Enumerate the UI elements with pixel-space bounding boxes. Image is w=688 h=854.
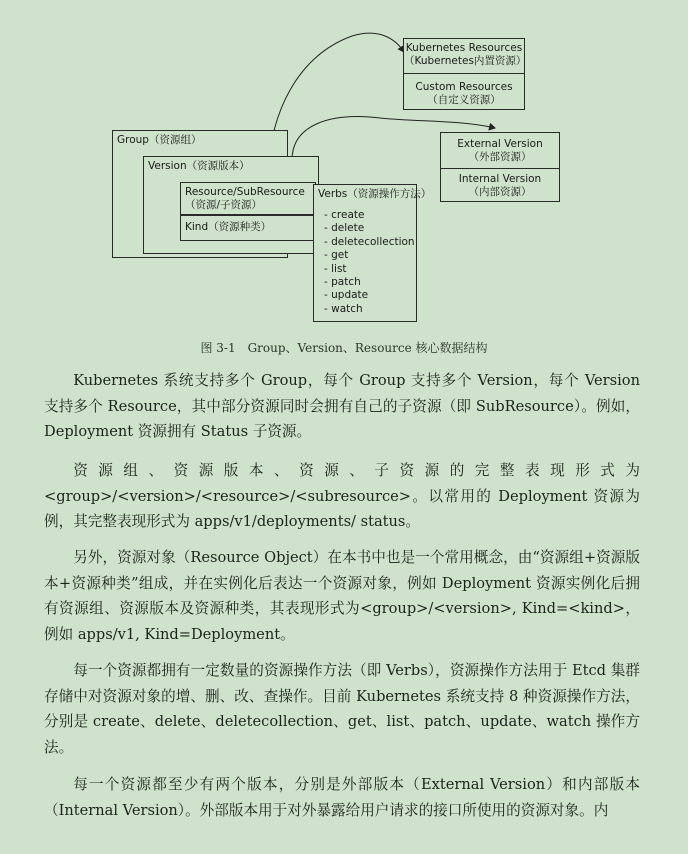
figure-diagram xyxy=(0,0,688,340)
verb-item: - watch xyxy=(324,302,363,315)
figure-caption: 图 3-1 Group、Version、Resource 核心数据结构 xyxy=(200,341,488,355)
verb-item: - deletecollection xyxy=(324,235,415,248)
verb-item: - create xyxy=(324,209,365,221)
paragraph-2: 资源组、资源版本、资源、子资源的完整表现形式为<group>/<version>/<resource>/<subresource>。以常用的 Deployment 资源为例，其完整表现形式为 apps/v1/deployments/ status。 xyxy=(44,462,640,530)
custom-resources-label: Custom Resources （自定义资源） xyxy=(415,81,513,106)
verbs-list xyxy=(324,209,415,316)
verb-item: - get xyxy=(324,249,349,262)
kind-label: Kind（资源种类） xyxy=(185,221,272,233)
internal-version-label: Internal Version （内部资源） xyxy=(458,173,542,198)
verbs-box xyxy=(313,184,432,322)
verb-item: - patch xyxy=(324,276,361,289)
kubernetes-resources-label: Kubernetes Resources （Kubernetes内置资源） xyxy=(404,42,527,67)
versions-box xyxy=(440,132,560,202)
verb-item: - delete xyxy=(324,222,365,235)
external-version-label: External Version （外部资源） xyxy=(457,138,543,163)
verbs-title: Verbs（资源操作方法） xyxy=(318,188,432,200)
group-label: Group（资源组） xyxy=(117,134,202,146)
resource-box xyxy=(180,182,316,215)
verb-item: - list xyxy=(324,262,347,275)
paragraph-4: 每一个资源都拥有一定数量的资源操作方法（即 Verbs），资源操作方法用于 Etcd 集群存储中对资源对象的增、删、改、查操作。目前 Kubernetes 系统支持 8 种资源操作方法，分别是 create、delete、deletecollection、get、list、patch、update、watch 操作方法。 xyxy=(44,662,640,756)
verb-item: - update xyxy=(324,289,369,302)
paragraph-1: Kubernetes 系统支持多个 Group，每个 Group 支持多个 Version，每个 Version 支持多个 Resource，其中部分资源同时会拥有自己的子资源（即 SubResource）。例如，Deployment 资源拥有 Status 子资源。 xyxy=(44,372,640,440)
paragraph-3: 另外，资源对象（Resource Object）在本书中也是一个常用概念，由“资源组+资源版本+资源种类”组成，并在实例化后表达一个资源对象，例如 Deployment 资源实例化后拥有资源组、资源版本及资源种类，其表现形式为<group>/<version>, Kind=<kind>，例如 apps/v1, Kind=Deployment。 xyxy=(44,549,640,643)
paragraph-5: 每一个资源都至少有两个版本，分别是外部版本（External Version）和内部版本（Internal Version）。外部版本用于对外暴露给用户请求的接口所使用的资源对象。内 xyxy=(44,776,640,819)
resource-label: Resource/SubResource （资源/子资源） xyxy=(185,186,305,211)
kind-box xyxy=(180,215,316,241)
resources-box xyxy=(403,38,525,110)
version-label: Version（资源版本） xyxy=(148,160,250,172)
